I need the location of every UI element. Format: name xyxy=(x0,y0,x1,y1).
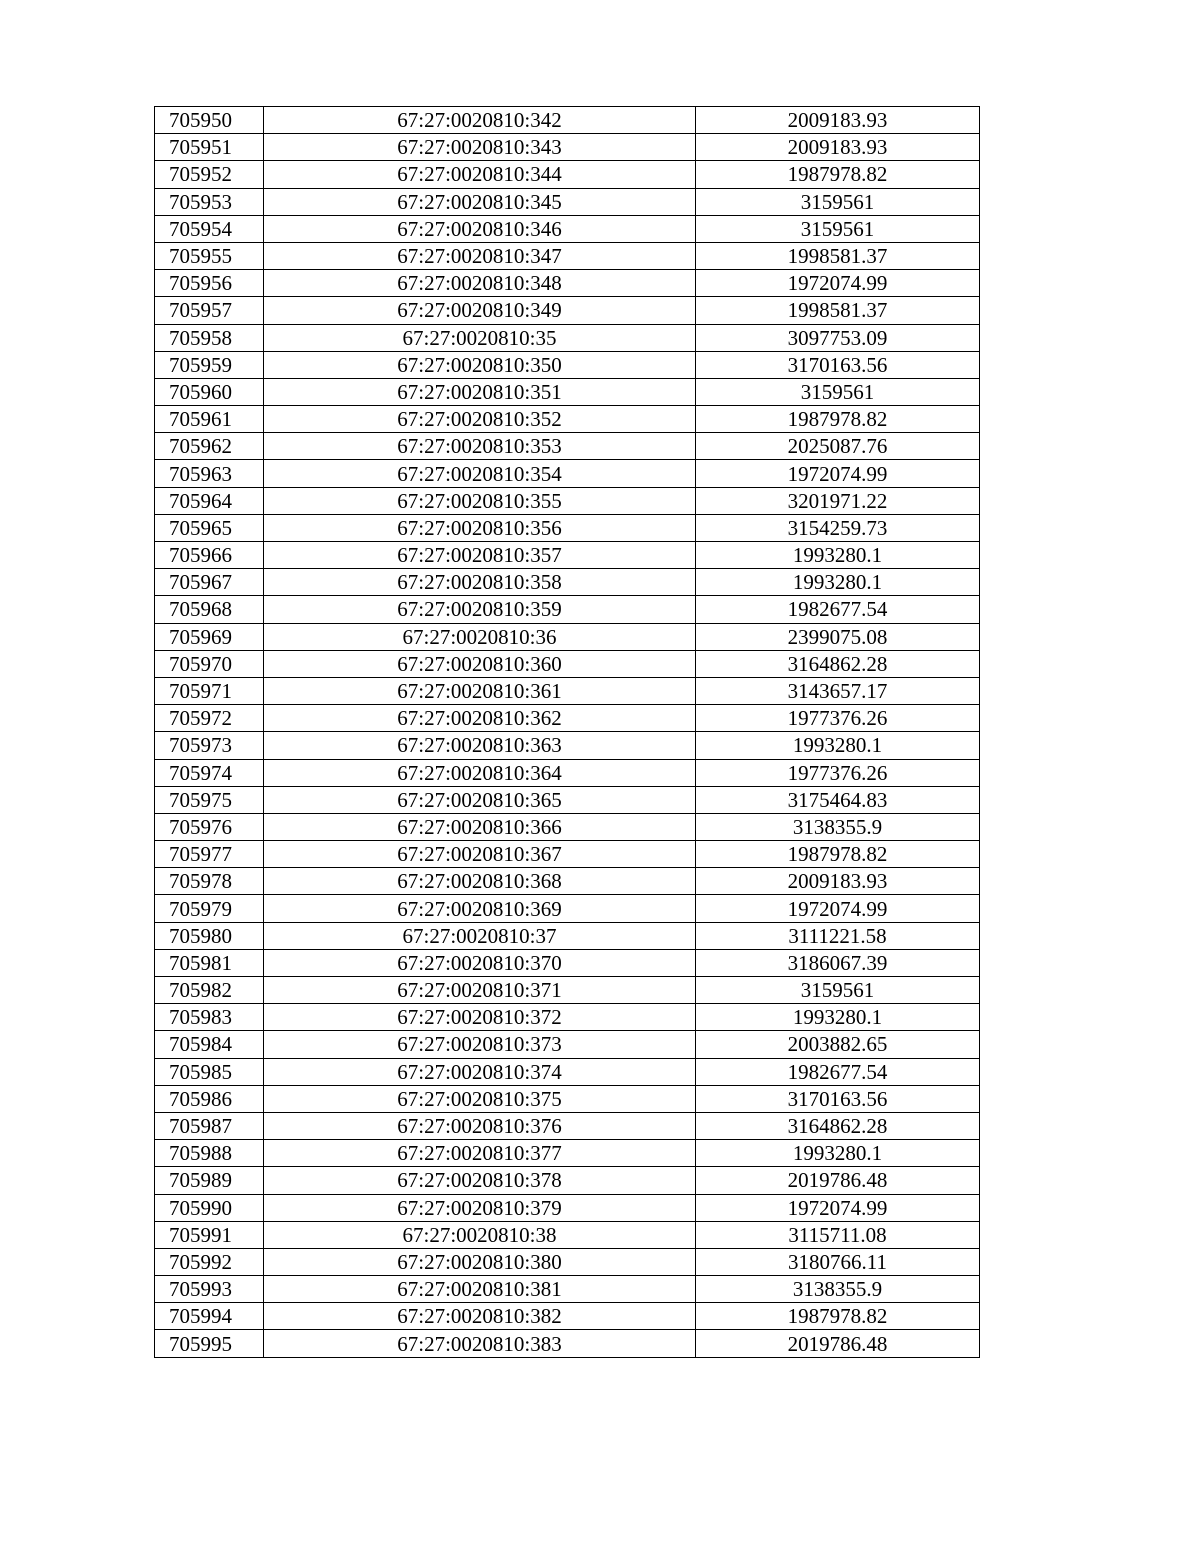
cadastral-number-cell: 67:27:0020810:368 xyxy=(264,868,696,895)
value-cell: 1987978.82 xyxy=(696,406,980,433)
row-id-cell: 705964 xyxy=(155,487,264,514)
cadastral-number-cell: 67:27:0020810:381 xyxy=(264,1276,696,1303)
table-row xyxy=(155,868,980,895)
cadastral-number-cell: 67:27:0020810:379 xyxy=(264,1194,696,1221)
row-id-cell: 705968 xyxy=(155,596,264,623)
row-id-cell: 705990 xyxy=(155,1194,264,1221)
table-row xyxy=(155,270,980,297)
value-cell: 3159561 xyxy=(696,378,980,405)
data-table xyxy=(154,106,980,1358)
table-row xyxy=(155,1031,980,1058)
cadastral-number-cell: 67:27:0020810:37 xyxy=(264,922,696,949)
value-cell: 1998581.37 xyxy=(696,242,980,269)
row-id-cell: 705991 xyxy=(155,1221,264,1248)
row-id-cell: 705969 xyxy=(155,623,264,650)
cadastral-number-cell: 67:27:0020810:369 xyxy=(264,895,696,922)
cadastral-number-cell: 67:27:0020810:374 xyxy=(264,1058,696,1085)
cadastral-number-cell: 67:27:0020810:352 xyxy=(264,406,696,433)
row-id-cell: 705983 xyxy=(155,1004,264,1031)
row-id-cell: 705992 xyxy=(155,1248,264,1275)
table-row xyxy=(155,324,980,351)
table-row xyxy=(155,1194,980,1221)
value-cell: 1987978.82 xyxy=(696,1303,980,1330)
table-row xyxy=(155,1167,980,1194)
table-row xyxy=(155,977,980,1004)
row-id-cell: 705951 xyxy=(155,134,264,161)
row-id-cell: 705981 xyxy=(155,949,264,976)
cadastral-number-cell: 67:27:0020810:361 xyxy=(264,677,696,704)
row-id-cell: 705950 xyxy=(155,107,264,134)
row-id-cell: 705988 xyxy=(155,1140,264,1167)
row-id-cell: 705982 xyxy=(155,977,264,1004)
cadastral-number-cell: 67:27:0020810:376 xyxy=(264,1112,696,1139)
value-cell: 1993280.1 xyxy=(696,542,980,569)
row-id-cell: 705987 xyxy=(155,1112,264,1139)
value-cell: 3154259.73 xyxy=(696,514,980,541)
row-id-cell: 705971 xyxy=(155,677,264,704)
table-row xyxy=(155,786,980,813)
cadastral-number-cell: 67:27:0020810:367 xyxy=(264,841,696,868)
table-row xyxy=(155,134,980,161)
row-id-cell: 705958 xyxy=(155,324,264,351)
row-id-cell: 705963 xyxy=(155,460,264,487)
row-id-cell: 705972 xyxy=(155,705,264,732)
row-id-cell: 705957 xyxy=(155,297,264,324)
value-cell: 1993280.1 xyxy=(696,569,980,596)
table-row xyxy=(155,1058,980,1085)
value-cell: 2025087.76 xyxy=(696,433,980,460)
row-id-cell: 705954 xyxy=(155,215,264,242)
value-cell: 3175464.83 xyxy=(696,786,980,813)
table-row xyxy=(155,1112,980,1139)
value-cell: 1972074.99 xyxy=(696,460,980,487)
cadastral-number-cell: 67:27:0020810:366 xyxy=(264,813,696,840)
table-row xyxy=(155,1221,980,1248)
value-cell: 1977376.26 xyxy=(696,705,980,732)
cadastral-number-cell: 67:27:0020810:382 xyxy=(264,1303,696,1330)
row-id-cell: 705967 xyxy=(155,569,264,596)
cadastral-number-cell: 67:27:0020810:365 xyxy=(264,786,696,813)
table-row xyxy=(155,732,980,759)
cadastral-number-cell: 67:27:0020810:342 xyxy=(264,107,696,134)
value-cell: 3143657.17 xyxy=(696,677,980,704)
cadastral-number-cell: 67:27:0020810:370 xyxy=(264,949,696,976)
cadastral-number-cell: 67:27:0020810:380 xyxy=(264,1248,696,1275)
cadastral-number-cell: 67:27:0020810:344 xyxy=(264,161,696,188)
value-cell: 3164862.28 xyxy=(696,1112,980,1139)
cadastral-number-cell: 67:27:0020810:356 xyxy=(264,514,696,541)
table-row xyxy=(155,841,980,868)
value-cell: 3159561 xyxy=(696,977,980,1004)
table-row xyxy=(155,433,980,460)
cadastral-number-cell: 67:27:0020810:372 xyxy=(264,1004,696,1031)
row-id-cell: 705973 xyxy=(155,732,264,759)
table-row xyxy=(155,1004,980,1031)
table-row xyxy=(155,922,980,949)
value-cell: 2019786.48 xyxy=(696,1330,980,1357)
cadastral-number-cell: 67:27:0020810:375 xyxy=(264,1085,696,1112)
cadastral-number-cell: 67:27:0020810:343 xyxy=(264,134,696,161)
table-row xyxy=(155,1140,980,1167)
value-cell: 3159561 xyxy=(696,188,980,215)
row-id-cell: 705960 xyxy=(155,378,264,405)
table-row xyxy=(155,1276,980,1303)
table-row xyxy=(155,542,980,569)
row-id-cell: 705978 xyxy=(155,868,264,895)
row-id-cell: 705966 xyxy=(155,542,264,569)
cadastral-number-cell: 67:27:0020810:358 xyxy=(264,569,696,596)
row-id-cell: 705956 xyxy=(155,270,264,297)
value-cell: 3138355.9 xyxy=(696,1276,980,1303)
cadastral-number-cell: 67:27:0020810:363 xyxy=(264,732,696,759)
cadastral-number-cell: 67:27:0020810:362 xyxy=(264,705,696,732)
cadastral-number-cell: 67:27:0020810:373 xyxy=(264,1031,696,1058)
value-cell: 3138355.9 xyxy=(696,813,980,840)
value-cell: 1993280.1 xyxy=(696,1004,980,1031)
cadastral-number-cell: 67:27:0020810:347 xyxy=(264,242,696,269)
table-row xyxy=(155,297,980,324)
table-row xyxy=(155,895,980,922)
row-id-cell: 705962 xyxy=(155,433,264,460)
cadastral-number-cell: 67:27:0020810:357 xyxy=(264,542,696,569)
table-row xyxy=(155,759,980,786)
table-row xyxy=(155,460,980,487)
row-id-cell: 705980 xyxy=(155,922,264,949)
value-cell: 1977376.26 xyxy=(696,759,980,786)
cadastral-number-cell: 67:27:0020810:350 xyxy=(264,351,696,378)
row-id-cell: 705953 xyxy=(155,188,264,215)
cadastral-number-cell: 67:27:0020810:364 xyxy=(264,759,696,786)
table-row xyxy=(155,650,980,677)
table-row xyxy=(155,813,980,840)
data-table-body xyxy=(155,107,980,1358)
value-cell: 3186067.39 xyxy=(696,949,980,976)
value-cell: 1982677.54 xyxy=(696,1058,980,1085)
table-row xyxy=(155,378,980,405)
cadastral-number-cell: 67:27:0020810:354 xyxy=(264,460,696,487)
cadastral-number-cell: 67:27:0020810:351 xyxy=(264,378,696,405)
value-cell: 2009183.93 xyxy=(696,134,980,161)
value-cell: 3097753.09 xyxy=(696,324,980,351)
value-cell: 1987978.82 xyxy=(696,161,980,188)
cadastral-number-cell: 67:27:0020810:377 xyxy=(264,1140,696,1167)
value-cell: 2019786.48 xyxy=(696,1167,980,1194)
table-row xyxy=(155,514,980,541)
row-id-cell: 705994 xyxy=(155,1303,264,1330)
row-id-cell: 705986 xyxy=(155,1085,264,1112)
table-row xyxy=(155,705,980,732)
row-id-cell: 705959 xyxy=(155,351,264,378)
table-row xyxy=(155,161,980,188)
row-id-cell: 705965 xyxy=(155,514,264,541)
row-id-cell: 705970 xyxy=(155,650,264,677)
table-row xyxy=(155,569,980,596)
value-cell: 1993280.1 xyxy=(696,732,980,759)
cadastral-number-cell: 67:27:0020810:38 xyxy=(264,1221,696,1248)
row-id-cell: 705952 xyxy=(155,161,264,188)
cadastral-number-cell: 67:27:0020810:348 xyxy=(264,270,696,297)
row-id-cell: 705955 xyxy=(155,242,264,269)
row-id-cell: 705985 xyxy=(155,1058,264,1085)
value-cell: 2009183.93 xyxy=(696,107,980,134)
table-row xyxy=(155,215,980,242)
value-cell: 2003882.65 xyxy=(696,1031,980,1058)
table-row xyxy=(155,242,980,269)
cadastral-number-cell: 67:27:0020810:360 xyxy=(264,650,696,677)
table-row xyxy=(155,1330,980,1357)
table-row xyxy=(155,406,980,433)
table-row xyxy=(155,1303,980,1330)
cadastral-number-cell: 67:27:0020810:383 xyxy=(264,1330,696,1357)
table-row xyxy=(155,949,980,976)
row-id-cell: 705961 xyxy=(155,406,264,433)
cadastral-number-cell: 67:27:0020810:346 xyxy=(264,215,696,242)
cadastral-number-cell: 67:27:0020810:378 xyxy=(264,1167,696,1194)
value-cell: 1982677.54 xyxy=(696,596,980,623)
cadastral-number-cell: 67:27:0020810:35 xyxy=(264,324,696,351)
cadastral-number-cell: 67:27:0020810:36 xyxy=(264,623,696,650)
table-row xyxy=(155,623,980,650)
value-cell: 1993280.1 xyxy=(696,1140,980,1167)
cadastral-number-cell: 67:27:0020810:349 xyxy=(264,297,696,324)
row-id-cell: 705989 xyxy=(155,1167,264,1194)
value-cell: 3115711.08 xyxy=(696,1221,980,1248)
row-id-cell: 705979 xyxy=(155,895,264,922)
value-cell: 3164862.28 xyxy=(696,650,980,677)
cadastral-number-cell: 67:27:0020810:353 xyxy=(264,433,696,460)
row-id-cell: 705995 xyxy=(155,1330,264,1357)
table-row xyxy=(155,1248,980,1275)
table-row xyxy=(155,596,980,623)
value-cell: 1972074.99 xyxy=(696,270,980,297)
table-row xyxy=(155,351,980,378)
cadastral-number-cell: 67:27:0020810:355 xyxy=(264,487,696,514)
value-cell: 3180766.11 xyxy=(696,1248,980,1275)
value-cell: 3159561 xyxy=(696,215,980,242)
cadastral-number-cell: 67:27:0020810:359 xyxy=(264,596,696,623)
row-id-cell: 705993 xyxy=(155,1276,264,1303)
row-id-cell: 705977 xyxy=(155,841,264,868)
value-cell: 3170163.56 xyxy=(696,1085,980,1112)
row-id-cell: 705974 xyxy=(155,759,264,786)
table-row xyxy=(155,677,980,704)
value-cell: 1972074.99 xyxy=(696,1194,980,1221)
value-cell: 3170163.56 xyxy=(696,351,980,378)
value-cell: 2009183.93 xyxy=(696,868,980,895)
table-row xyxy=(155,188,980,215)
value-cell: 3201971.22 xyxy=(696,487,980,514)
value-cell: 3111221.58 xyxy=(696,922,980,949)
cadastral-number-cell: 67:27:0020810:371 xyxy=(264,977,696,1004)
row-id-cell: 705984 xyxy=(155,1031,264,1058)
value-cell: 1998581.37 xyxy=(696,297,980,324)
row-id-cell: 705975 xyxy=(155,786,264,813)
cadastral-number-cell: 67:27:0020810:345 xyxy=(264,188,696,215)
value-cell: 1972074.99 xyxy=(696,895,980,922)
value-cell: 2399075.08 xyxy=(696,623,980,650)
table-row xyxy=(155,487,980,514)
row-id-cell: 705976 xyxy=(155,813,264,840)
table-row xyxy=(155,107,980,134)
table-row xyxy=(155,1085,980,1112)
value-cell: 1987978.82 xyxy=(696,841,980,868)
